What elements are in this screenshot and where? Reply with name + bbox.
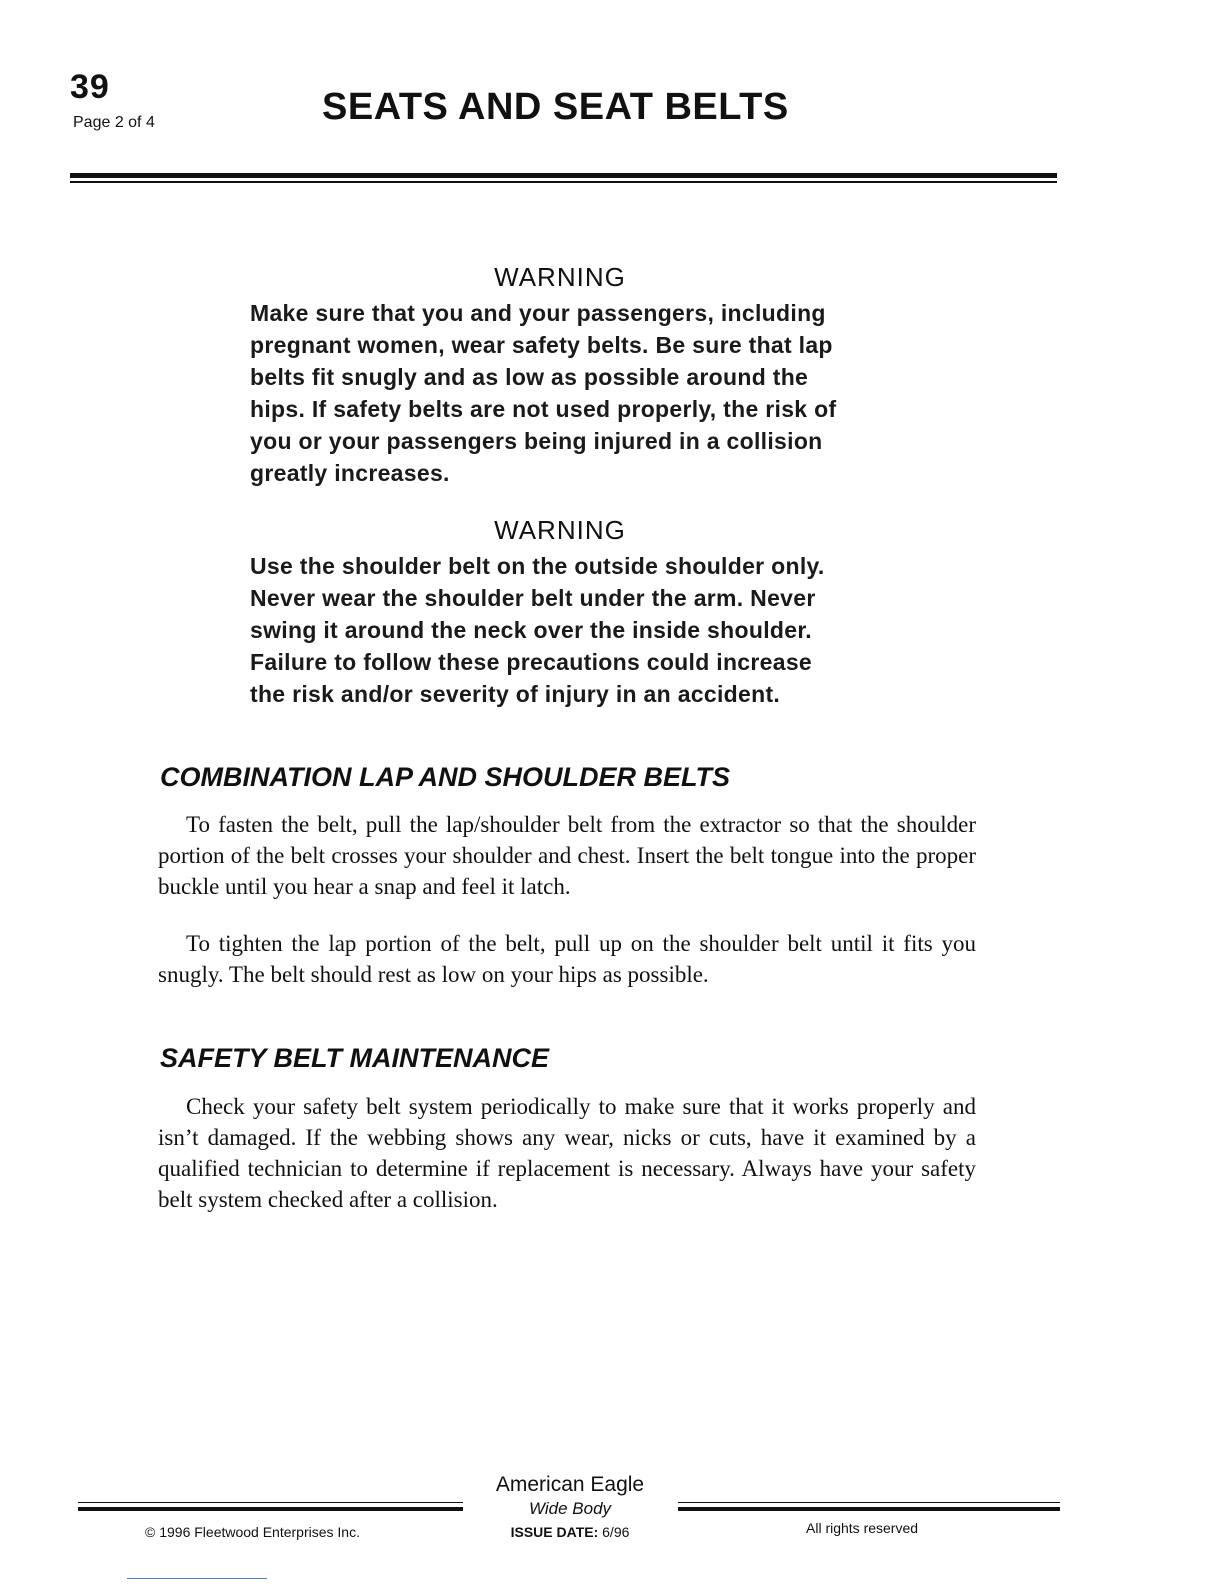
paragraph-text: Check your safety belt system periodically to make sure that it works properly and isn’t damaged. If the webbing shows any wear, nicks or cuts, have it examined by a qualified technician to determine if replacement is necessary. Always have your safety belt system checked after a collision. — [158, 1094, 976, 1212]
footer-rule-right — [678, 1507, 1060, 1511]
paragraph-text: To fasten the belt, pull the lap/shoulder belt from the extractor so that the shoulder portion of the belt crosses your shoulder and chest. Insert the belt tongue into the proper buckle until you hear a snap and feel it latch. — [158, 812, 976, 899]
warning-line: you or your passengers being injured in a collision — [250, 428, 823, 454]
page-title: SEATS AND SEAT BELTS — [322, 86, 789, 128]
footer-rights: All rights reserved — [806, 1520, 919, 1536]
footer-rule-right-thin — [678, 1502, 1060, 1503]
footer-rule-left — [78, 1507, 463, 1511]
warning-block-2 — [250, 515, 890, 710]
footer-copyright: © 1996 Fleetwood Enterprises Inc. — [145, 1524, 360, 1540]
warning-line: Never wear the shoulder belt under the arm. Never — [250, 585, 816, 611]
warning-line: greatly increases. — [250, 460, 450, 486]
header-rule-thin — [70, 181, 1057, 183]
section-heading-lap-shoulder-belts: COMBINATION LAP AND SHOULDER BELTS — [160, 762, 730, 792]
warning-text — [250, 550, 890, 710]
warning-heading: WARNING — [494, 515, 626, 545]
warning-block-1 — [250, 262, 890, 489]
warning-text — [250, 297, 890, 489]
header-rule-thick — [70, 173, 1057, 178]
page-number: 39 — [70, 68, 110, 106]
paragraph — [158, 809, 976, 902]
page-of-indicator: Page 2 of 4 — [73, 114, 155, 131]
scan-edge-line — [127, 1578, 267, 1579]
section-heading-belt-maintenance: SAFETY BELT MAINTENANCE — [160, 1043, 550, 1073]
warning-line: Make sure that you and your passengers, including — [250, 300, 826, 326]
paragraph-text: To tighten the lap portion of the belt, pull up on the shoulder belt until it fits you snugly. The belt should rest as low on your hips as possible. — [158, 931, 976, 987]
warning-line: Failure to follow these precautions could increase — [250, 649, 813, 675]
warning-line: swing it around the neck over the inside shoulder. — [250, 617, 812, 643]
warning-line: the risk and/or severity of injury in an accident. — [250, 681, 781, 707]
footer-brand: American Eagle — [495, 1473, 645, 1496]
warning-line: belts fit snugly and as low as possible around the — [250, 364, 809, 390]
footer-rule-left-thin — [78, 1502, 463, 1503]
warning-heading: WARNING — [494, 262, 626, 292]
issue-date-label: ISSUE DATE: — [510, 1524, 599, 1540]
paragraph — [158, 1091, 976, 1215]
warning-line: pregnant women, wear safety belts. Be sure that lap — [250, 332, 833, 358]
footer-issue-date — [470, 1524, 670, 1540]
paragraph — [158, 928, 976, 990]
issue-date-value: 6/96 — [602, 1524, 630, 1540]
warning-line: Use the shoulder belt on the outside shoulder only. — [250, 553, 825, 579]
footer-model: Wide Body — [528, 1499, 612, 1518]
warning-line: hips. If safety belts are not used properly, the risk of — [250, 396, 837, 422]
